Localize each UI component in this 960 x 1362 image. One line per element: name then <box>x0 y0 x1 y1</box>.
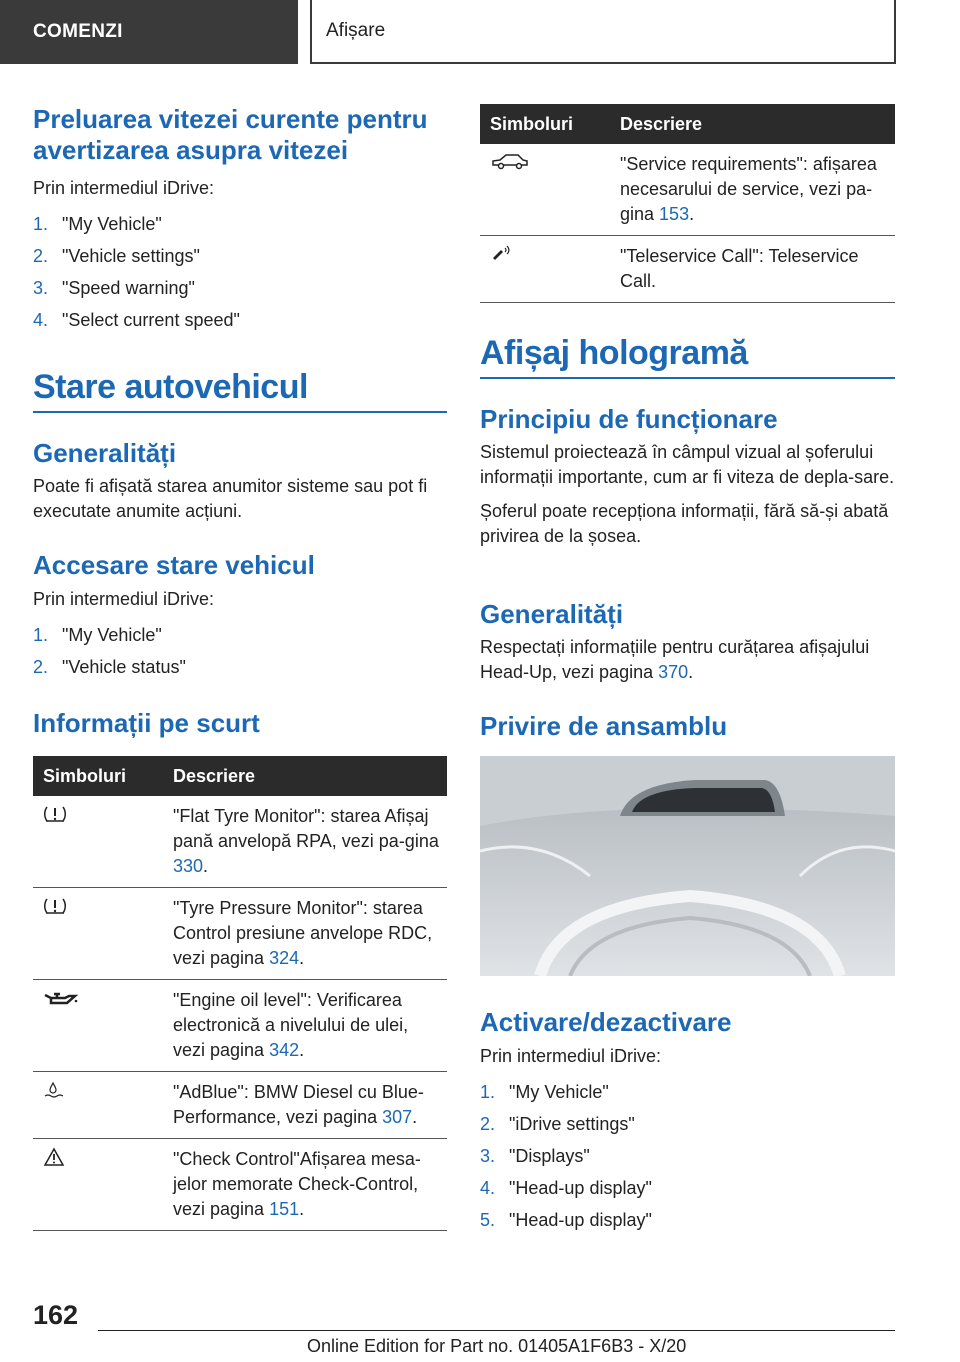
section-tab <box>0 0 298 64</box>
footer-divider <box>98 1330 895 1331</box>
teleservice-icon <box>490 244 514 264</box>
car-service-icon <box>490 152 530 172</box>
table-row: "Service requirements": afișarea necesarului de service, vezi pa-gina 153. <box>480 144 895 236</box>
symbols-table-right <box>480 104 895 303</box>
table-row: "Flat Tyre Monitor": starea Afișaj pană anvelopă RPA, vezi pa-gina 330. <box>33 796 447 888</box>
general-text: Poate fi afișată starea anumitor sisteme sau pot fi executate anumite acțiuni. <box>33 476 428 521</box>
operating-principle-text: Sistemul proiectează în câmpul vizual al șoferului informații importante, cum ar fi viteza de depla-sare. <box>480 442 895 487</box>
general-text: Respectați informațiile pentru curățarea afișajului Head-Up, vezi pagina 370. <box>480 637 870 682</box>
general-section <box>33 438 447 524</box>
page-link[interactable]: 153 <box>659 204 690 224</box>
warning-triangle-icon <box>43 1147 65 1167</box>
hologram-heading-block <box>480 334 895 379</box>
table-header-row <box>480 104 895 144</box>
access-status-steps <box>33 623 447 687</box>
overview-section <box>480 711 895 742</box>
speed-warning-intro: Prin intermediul iDrive: <box>33 178 215 198</box>
page-link[interactable]: 330 <box>173 856 204 876</box>
activation-section <box>480 1007 895 1240</box>
list-item: 1. "My Vehicle" <box>480 1082 609 1102</box>
table-row: "Check Control"Afișarea mesa-jelor memorate Check-Control, vezi pagina 151. <box>33 1139 447 1231</box>
list-item: 2. "iDrive settings" <box>480 1114 635 1134</box>
driver-info-text: Șoferul poate recepționa informații, fără să-și abată privirea de la șosea. <box>480 501 889 546</box>
list-item: 4. "Head-up display" <box>480 1178 652 1198</box>
operating-principle-heading: Principiu de funcționare <box>480 404 778 434</box>
subsection-tab <box>310 0 896 64</box>
tire-pressure-icon <box>43 896 67 916</box>
page-link[interactable]: 370 <box>658 662 689 682</box>
quick-info-section <box>33 708 447 739</box>
quick-info-heading: Informații pe scurt <box>33 708 260 738</box>
page-number: 162 <box>33 1300 79 1330</box>
list-item: 1. "My Vehicle" <box>33 625 162 645</box>
access-status-heading: Accesare stare vehicul <box>33 550 315 580</box>
oil-can-icon <box>43 988 79 1008</box>
access-status-section <box>33 550 447 687</box>
symbols-table-left <box>33 756 447 1231</box>
general-heading: Generalități <box>33 438 177 468</box>
column-header-symbols: Simboluri <box>33 756 165 796</box>
table-row: "Tyre Pressure Monitor": starea Control presiune anvelope RDC, vezi pagina 324. <box>33 888 447 980</box>
page-link[interactable]: 151 <box>269 1199 300 1219</box>
list-item: 2. "Vehicle settings" <box>33 246 200 266</box>
list-item: 3. "Displays" <box>480 1146 590 1166</box>
vehicle-status-heading: Stare autovehicul <box>33 368 308 406</box>
section-title: COMENZI <box>33 21 123 42</box>
activation-intro: Prin intermediul iDrive: <box>480 1046 662 1066</box>
overview-heading: Privire de ansamblu <box>480 711 728 741</box>
speed-warning-heading: Preluarea vitezei curente pentru avertizarea asupra vitezei <box>33 104 428 165</box>
adblue-icon <box>43 1080 63 1100</box>
speed-warning-section <box>33 104 447 340</box>
head-up-display-photo <box>480 756 895 976</box>
list-item: 1. "My Vehicle" <box>33 214 162 234</box>
table-row: "Teleservice Call": Teleservice Call. <box>480 236 895 303</box>
list-item: 4. "Select current speed" <box>33 310 240 330</box>
list-item: 2. "Vehicle status" <box>33 657 186 677</box>
page-link[interactable]: 307 <box>382 1107 413 1127</box>
dashboard-illustration <box>480 756 895 976</box>
table-row: "AdBlue": BMW Diesel cu Blue-Performance, vezi pagina 307. <box>33 1072 447 1139</box>
tire-warning-icon <box>43 804 67 824</box>
list-item: 5. "Head-up display" <box>480 1210 652 1230</box>
table-row: "Engine oil level": Verificarea electronică a nivelului de ulei, vezi pagina 342. <box>33 980 447 1072</box>
operating-principle-section <box>480 404 895 549</box>
general-section-right <box>480 599 895 685</box>
subsection-title: Afișare <box>326 20 386 41</box>
hologram-heading: Afișaj hologramă <box>480 334 748 372</box>
page-link[interactable]: 342 <box>269 1040 300 1060</box>
edition-note: Online Edition for Part no. 01405A1F6B3 - X/20 <box>307 1336 687 1356</box>
speed-warning-steps <box>33 212 447 340</box>
column-header-description: Descriere <box>612 104 895 144</box>
activation-heading: Activare/dezactivare <box>480 1007 732 1037</box>
column-header-description: Descriere <box>165 756 447 796</box>
general-heading: Generalități <box>480 599 624 629</box>
table-header-row <box>33 756 447 796</box>
vehicle-status-heading-block <box>33 368 447 413</box>
page-link[interactable]: 324 <box>269 948 300 968</box>
list-item: 3. "Speed warning" <box>33 278 195 298</box>
access-status-intro: Prin intermediul iDrive: <box>33 589 215 609</box>
column-header-symbols: Simboluri <box>480 104 612 144</box>
activation-steps <box>480 1080 895 1240</box>
